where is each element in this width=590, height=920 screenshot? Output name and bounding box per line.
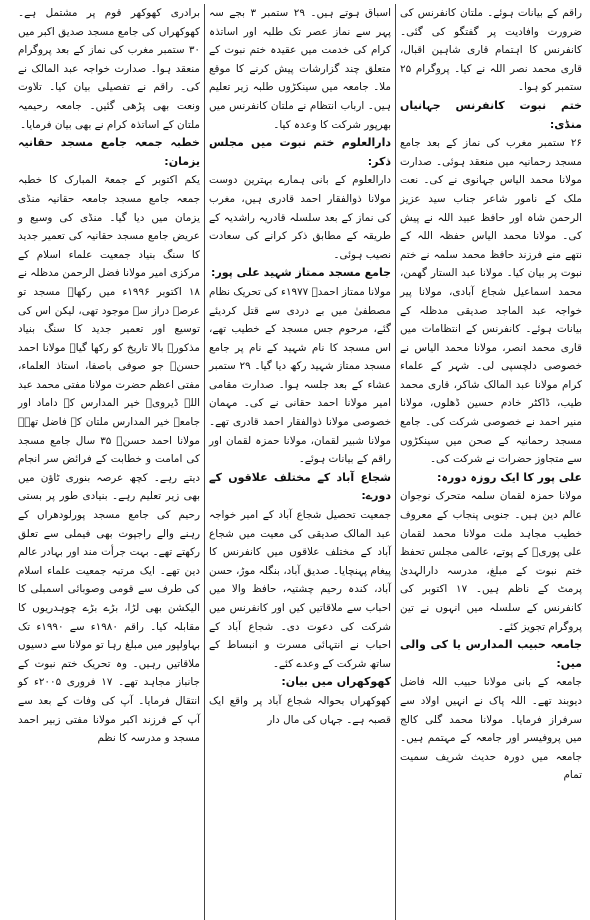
section-heading: جامعہ حبیب المدارس یا کی والی میں:: [400, 638, 582, 670]
paragraph: جمعیت تحصیل شجاع آباد کے امیر خواجہ عبد المالک صدیقی کی معیت میں شجاع آباد کے مختلف علاقوں میں کانفرنس کا پیغام پہنچایا۔ صدیق آباد، بنگلہ موڑ، حسن آباد، کندہ رحیم چشتیہ، حافظ والا میں احباب سے ملاقاتیں کیں اور کانفرنس میں شرکت کی دعوت دی۔ شجاع آباد کے احباب نے انتہائی مسرت و انبساط کے ساتھ شرکت کے وعدے کئے۔: [209, 509, 391, 670]
paragraph: مولانا ممتاز احمدؒ ۱۹۷۷ء کی تحریک نظام مصطفیٰ میں بے دردی سے قتل کردیئے گئے، مرحوم جس مسجد کے خطیب تھے، اس مسجد کا نام شہید کے نام پر جامع مسجد ممتاز شہید رکھ دیا گیا۔ ۲۹ ستمبر عشاء کے بعد جلسہ ہوا۔ صدارت مقامی امیر مولانا احمد حقانی نے کی۔ مہمان خصوصی مولانا ذوالفقار احمد قادری تھے۔ مولانا شبیر لقمان، مولانا حمزہ لقمان اور راقم کے بیانات ہوئے۔: [208, 285, 392, 466]
section-heading: دارالعلوم ختم نبوت میں مجلس ذکر:: [209, 136, 391, 168]
section-heading: جامع مسجد ممتاز شہید علی پور:: [211, 266, 391, 280]
paragraph: برادری کھوکھر قوم پر مشتمل ہے۔ کھوکھراں کی جامع مسجد صدیق اکبر میں ۳۰ ستمبر مغرب کی نماز کے بعد پروگرام منعقد ہوا۔ صدارت خواجہ عبد المالک نے کی۔ راقم نے تفصیلی بیان کیا۔ تلاوت ونعت بھی پڑھی گئیں۔ جامعہ رحیمیہ ملتان کے اساتذہ کرام نے بھی بیان فرمایا۔: [18, 7, 200, 131]
section-heading: ختم نبوت کانفرنس جہانیاں منڈی:: [400, 98, 582, 131]
paragraph: یکم اکتوبر کے جمعۃ المبارک کا خطبہ جمعہ جامع مسجد جامعہ حقانیہ منڈی یزمان میں دیا گیا۔ منڈی کی وسیع و عریض جامع مسجد حقانیہ کی تعمیر جدید کا سنگ بنیاد جمعیت علماء اسلام کے مرکزی امیر مولانا فضل الرحمن مدظلہ نے ۱۸ اکتوبر ۱۹۹۶ء میں رکھا۔ مسجد تو عرصہ دراز سے موجود تھی، لیکن اس کی توسیع اور تعمیر جدید کا سنگ بنیاد مذکورہ بالا تاریخ کو رکھا گیا۔ مولانا احمد حسنؒ جو صوفی باصفا، استاذ العلماء، مفتی اعظم حضرت مولانا مفتی محمد عبد اللہ ڈیرویؒ خیر المدارس کے داماد اور جامعہ خیر المدارس ملتان کے فاضل تھے۔ مولانا احمد حسنؒ ۳۵ سال جامع مسجد کی امامت و خطابت کے فرائض سر انجام دیتے رہے۔ کچھ عرصہ بنوری ٹاؤن میں بھی زیر تعلیم رہے۔ بنیادی طور پر بستی رحیم کی جامع مسجد پورلودھراں کے رہنے والے راجپوت بھی فیملی سے تعلق رکھتے تھے۔ بہت جرأت مند اور بہادر عالم دین تھے۔ ایک مرتبہ جمعیت علماء اسلام کی طرف سے قومی وصوبائی اسمبلی کا الیکشن بھی لڑا، بڑے بڑے چوہدریوں کا مقابلہ کیا۔ راقم ۱۹۸۰ء سے ۱۹۹۰ء تک بہاولپور میں مبلغ رہا تو مولانا سے دسیوں ملاقاتیں رہیں۔ وہ تحریک ختم نبوت کے جانباز مجاہد تھے۔ ۱۷ فروری ۲۰۰۵ء کو انتقال فرمایا۔ آپ کی وفات کے بعد سے آپ کے فرزند اکبر مولانا مفتی زبیر احمد مسجد و مدرسہ کا نظم: [18, 174, 200, 745]
paragraph: اسباق ہوتے ہیں۔ ۲۹ ستمبر ۳ بجے سہ پہر سے نماز عصر تک طلبہ اور اساتذہ کرام کی خدمت میں عقیدہ ختم نبوت کے متعلق چند گزارشات پیش کرنے کا موقع ملا۔ جامعہ میں سینکڑوں طلبہ زیر تعلیم ہیں۔ ارباب انتظام نے ملتان کانفرنس میں بھرپور شرکت کا وعدہ کیا۔: [209, 7, 392, 131]
column-left: [14, 4, 204, 920]
paragraph: جامعہ کے بانی مولانا حبیب اللہ فاضل دیوبند تھے۔ اللہ پاک نے انہیں اولاد سے سرفراز فرمایا۔ مولانا محمد گلی کالج میں پروفیسر اور جامعہ کے مہتمم ہیں۔ جامعہ میں دورہ حدیث شریف سمیت تمام: [400, 676, 582, 782]
section-heading: علی پور کا ایک روزہ دورہ:: [437, 470, 582, 484]
section-heading: خطبہ جمعہ جامع مسجد حقانیہ یزمان:: [18, 136, 200, 168]
column-right: [396, 4, 586, 920]
section-heading: کھوکھراں میں بیان:: [281, 675, 391, 689]
section-heading: شجاع آباد کے مختلف علاقوں کے دورے:: [209, 470, 391, 503]
paragraph: دارالعلوم کے بانی ہمارے بہترین دوست مولانا ذوالفقار احمد قادری ہیں، مغرب کی نماز کے بعد سلسلہ قادریہ راشدیہ کے طریقہ کے مطابق ذکر کرانے کی سعادت نصیب ہوئی۔: [209, 174, 391, 261]
paragraph: مولانا حمزہ لقمان سلمہ متحرک نوجوان عالم دین ہیں۔ جنوبی پنجاب کے معروف خطیب مجاہد ملت مولانا محمد لقمان علی پوریؒ کے پوتے، عالمی مجلس تحفظ ختم نبوت کے مبلغ، مدرسہ دارالہدیٰ پرمٹ کے ناظم ہیں۔ ۱۷ اکتوبر کی کانفرنس کے سلسلہ میں انہوں نے تین پروگرام تجویز کئے۔: [400, 490, 582, 633]
paragraph: کھوکھراں بحوالہ شجاع آباد پر واقع ایک قصبہ ہے۔ جہاں کی مال دار: [209, 694, 391, 726]
paragraph: راقم کے بیانات ہوئے۔ ملتان کانفرنس کی ضرورت وافادیت پر گفتگو کی گئی۔ کانفرنس کا اہتمام قاری شاہین اقبال، قاری محمد نصر اللہ نے کیا۔ پروگرام ۲۵ ستمبر کو ہوا۔: [400, 7, 582, 94]
column-middle: [205, 4, 395, 920]
paragraph: ۲۶ ستمبر مغرب کی نماز کے بعد جامع مسجد رحمانیہ میں منعقد ہوئی۔ صدارت مولانا محمد الیاس جہانوی نے کی۔ نعت ملک کے نامور شاعر جناب سید عزیز الرحمن شاہ اور حافظ عبید اللہ نے پیش کی۔ مولانا محمد الیاس حفظہ اللہ کے نتھے منے فرزند حافظ محمد سلمہ نے ختم نبوت پر بیان کیا۔ مولانا عبد الستار گھمن، محمد اسماعیل شجاع آبادی، مولانا پیر خواجہ عبد الماجد صدیقی مدظلہ کے بیانات ہوئے۔ کانفرنس کے انتظامات میں قاری محمد انصر، مولانا محمد الیاس نے خصوصی دلچسپی لی۔ شہر کے علماء کرام مولانا عبد المالک شاکر، قاری محمد طیب، ڈاکٹر خادم حسین ڈھلوں، مولانا منیر احمد نے خصوصی شرکت کی۔ جامع مسجد رحمانیہ کے صحن میں سینکڑوں سے متجاوز حضرات نے شرکت کی۔: [400, 137, 582, 466]
